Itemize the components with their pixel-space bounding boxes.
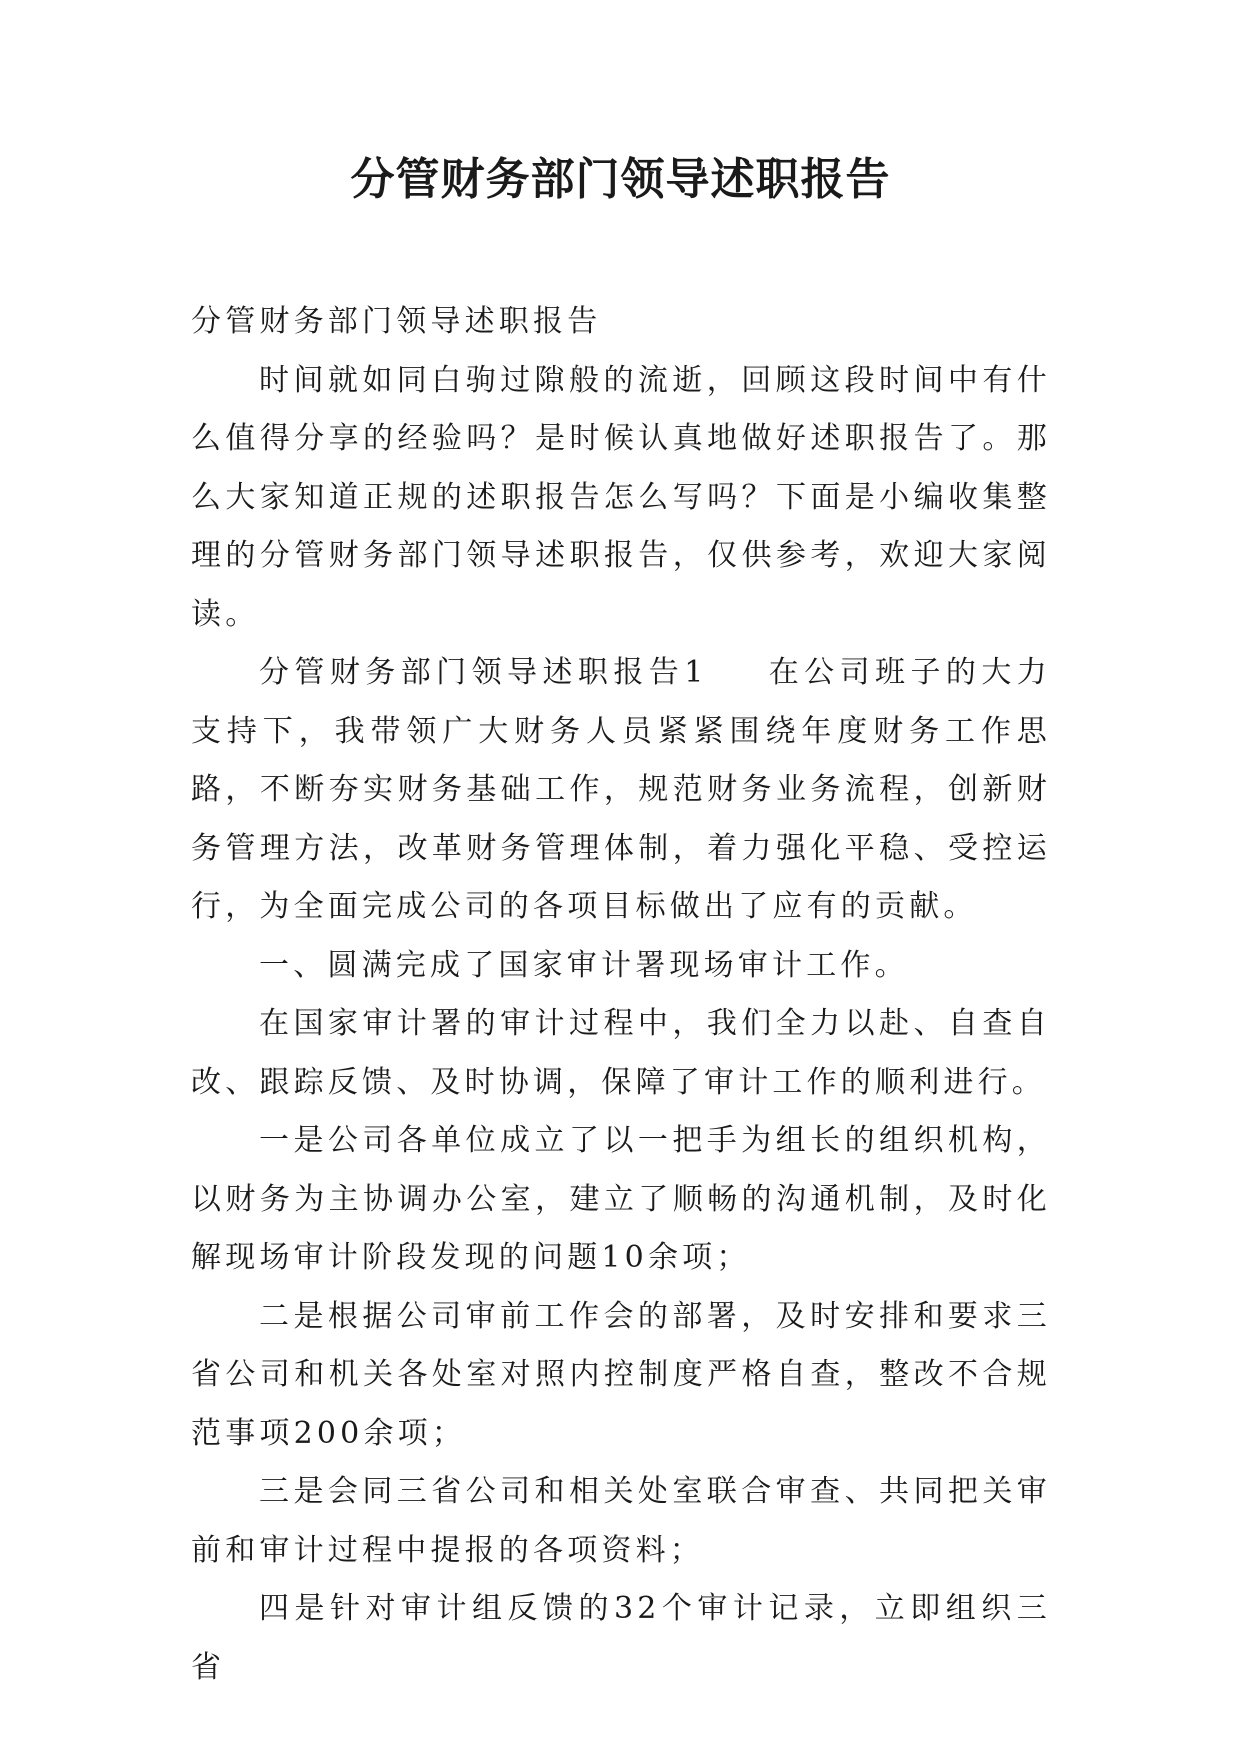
paragraph-intro: 时间就如同白驹过隙般的流逝，回顾这段时间中有什么值得分享的经验吗？是时候认真地做好述职报告了。那么大家知道正规的述职报告怎么写吗？下面是小编收集整理的分管财务部门领导述职报告，仅供参考，欢迎大家阅读。 — [191, 362, 1051, 632]
paragraph-subtitle: 分管财务部门领导述职报告 — [191, 304, 602, 339]
paragraph-point-1: 一是公司各单位成立了以一把手为组长的组织机构，以财务为主协调办公室，建立了顺畅的沟通机制，及时化解现场审计阶段发现的问题10余项； — [191, 1123, 1051, 1275]
paragraph-point-4: 四是针对审计组反馈的32个审计记录，立即组织三省 — [191, 1591, 1051, 1685]
paragraph-point-2: 二是根据公司审前工作会的部署，及时安排和要求三省公司和机关各处室对照内控制度严格自查，整改不合规范事项200余项； — [191, 1298, 1051, 1451]
paragraph-report-1 — [191, 644, 1051, 937]
report-1-heading: 分管财务部门领导述职报告1 — [259, 655, 708, 690]
document-body — [191, 293, 1051, 1697]
report-1-body: 在公司班子的大力支持下，我带领广大财务人员紧紧围绕年度财务工作思路，不断夯实财务基础工作，规范财务业务流程，创新财务管理方法，改革财务管理体制，着力强化平稳、受控运行，为全面完成公司的各项目标做出了应有的贡献。 — [191, 655, 1051, 924]
document-title: 分管财务部门领导述职报告 — [350, 154, 891, 205]
paragraph-audit-process: 在国家审计署的审计过程中，我们全力以赴、自查自改、跟踪反馈、及时协调，保障了审计工作的顺利进行。 — [191, 1006, 1051, 1100]
paragraph-section-1-heading: 一、圆满完成了国家审计署现场审计工作。 — [259, 947, 909, 983]
paragraph-point-3: 三是会同三省公司和相关处室联合审查、共同把关审前和审计过程中提报的各项资料； — [191, 1474, 1051, 1568]
